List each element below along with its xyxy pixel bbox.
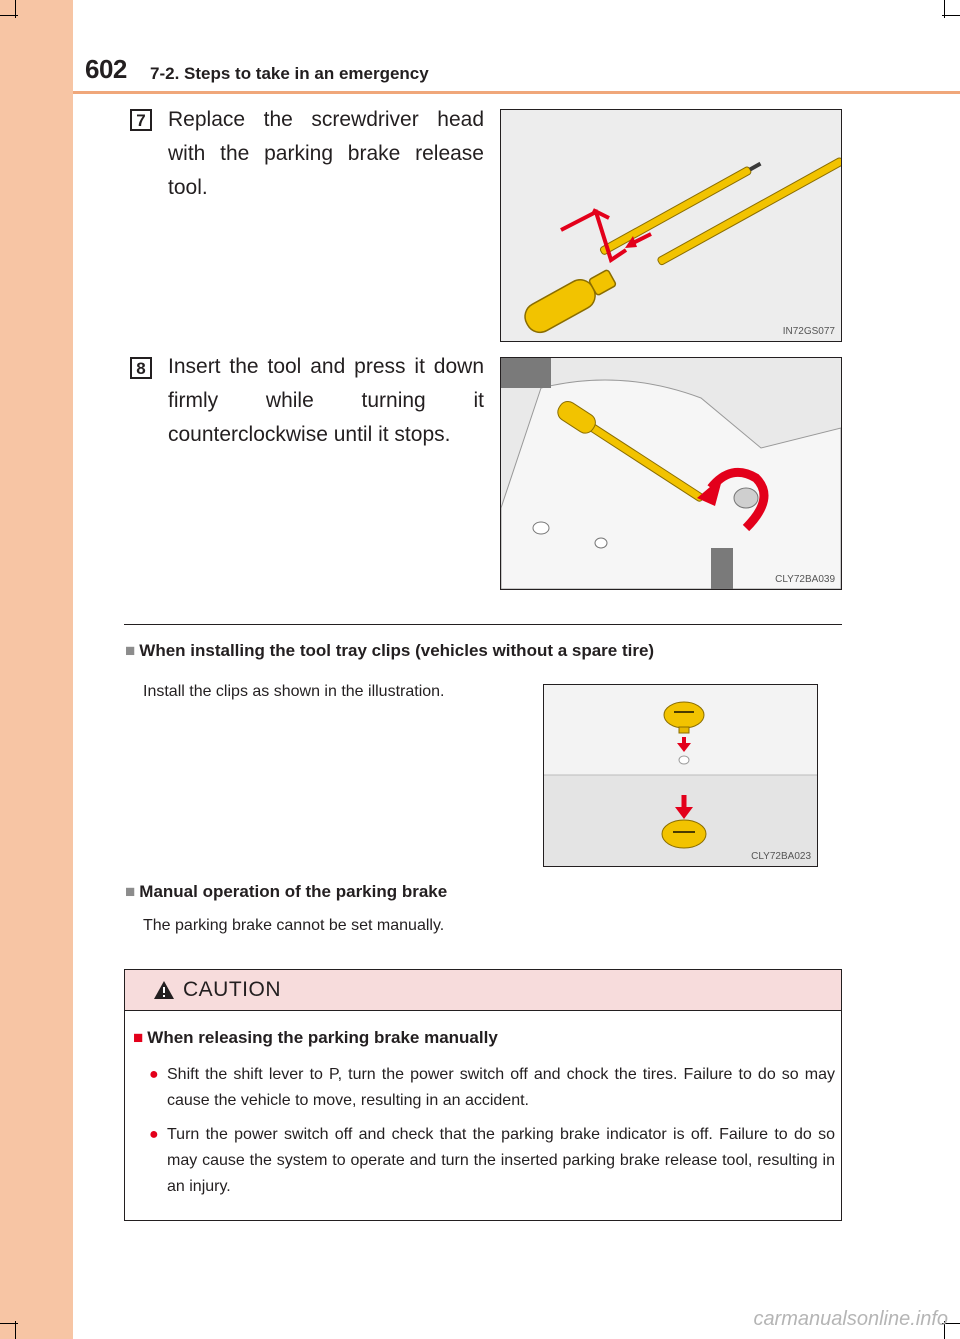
clip-drawing bbox=[544, 685, 817, 866]
figure-code: CLY72BA039 bbox=[775, 574, 835, 585]
round-bullet-icon: ● bbox=[149, 1126, 159, 1143]
watermark: carmanualsonline.info bbox=[753, 1308, 948, 1330]
step-number: 8 bbox=[130, 357, 152, 379]
page-number: 602 bbox=[85, 54, 127, 84]
caution-header bbox=[125, 970, 841, 1011]
crop-mark bbox=[15, 1321, 16, 1339]
crop-mark bbox=[944, 0, 945, 18]
caution-item-text: Shift the shift lever to P, turn the power switch off and chock the tires. Failure to do so may cause the vehicle to move, resulting in an accident. bbox=[167, 1066, 835, 1109]
caution-title: CAUTION bbox=[183, 978, 281, 1001]
note-body: The parking brake cannot be set manually. bbox=[143, 917, 445, 934]
note-heading-text: When installing the tool tray clips (vehicles without a spare tire) bbox=[139, 641, 655, 660]
screwdriver-release-tool-illustration bbox=[500, 109, 842, 342]
note-heading bbox=[125, 882, 447, 902]
side-color-band bbox=[0, 0, 73, 1339]
note-body: Install the clips as shown in the illustration. bbox=[143, 683, 445, 700]
round-bullet-icon: ● bbox=[149, 1066, 159, 1083]
figure-code: IN72GS077 bbox=[782, 326, 835, 337]
square-bullet-icon: ■ bbox=[133, 1028, 144, 1047]
caution-item-text: Turn the power switch off and check that the parking brake indicator is off. Failure to do so may cause the system to operate and turn the inserted parking brake release tool, resulting in an injury. bbox=[167, 1126, 835, 1195]
section-title: 7-2. Steps to take in an emergency bbox=[150, 64, 429, 83]
caution-subheading-text: When releasing the parking brake manually bbox=[147, 1028, 498, 1047]
insert-tool-counterclockwise-illustration bbox=[500, 357, 842, 590]
note-heading bbox=[125, 641, 654, 661]
header-rule bbox=[73, 91, 960, 94]
step-instruction: Replace the screwdriver head with the parking brake release tool. bbox=[168, 108, 484, 199]
step-number: 7 bbox=[130, 109, 152, 131]
figure-code: CLY72BA023 bbox=[751, 851, 811, 862]
note-heading-text: Manual operation of the parking brake bbox=[139, 882, 448, 901]
square-bullet-icon: ■ bbox=[125, 641, 136, 660]
caution-item bbox=[149, 1062, 835, 1114]
section-divider bbox=[124, 624, 842, 625]
caution-item bbox=[149, 1122, 835, 1200]
crop-mark bbox=[15, 0, 16, 18]
square-bullet-icon: ■ bbox=[125, 882, 136, 901]
step-instruction: Insert the tool and press it down firmly while turning it counterclockwise until it stops. bbox=[168, 355, 484, 446]
caution-subheading bbox=[133, 1028, 498, 1048]
warning-triangle-icon bbox=[153, 980, 175, 1000]
vehicle-floor-drawing bbox=[501, 358, 841, 589]
tool-tray-clip-illustration bbox=[543, 684, 818, 867]
tool-drawing bbox=[501, 110, 841, 341]
caution-box bbox=[124, 969, 842, 1221]
